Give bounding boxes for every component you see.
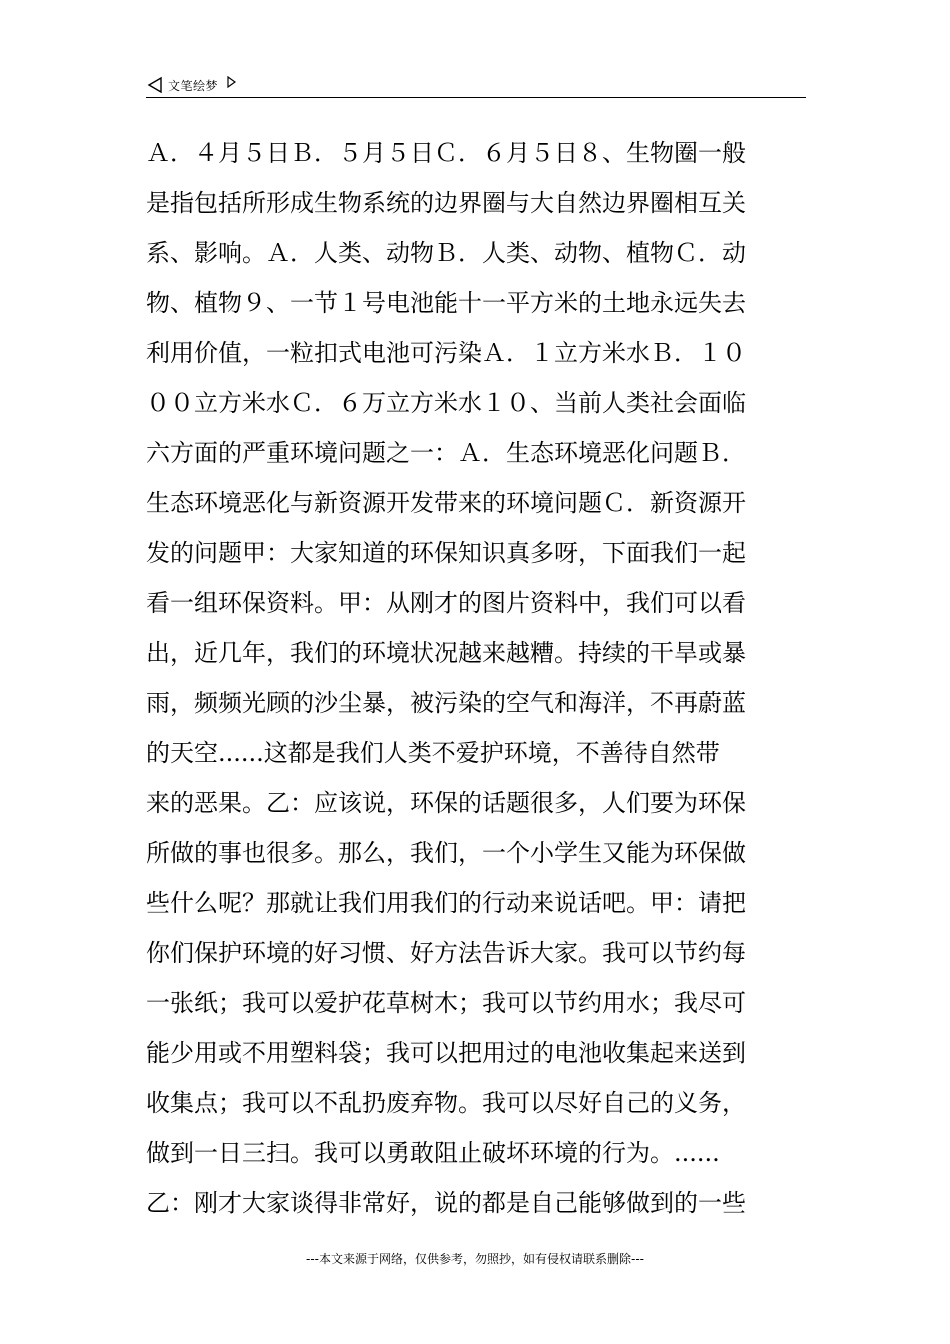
left-triangle-icon	[146, 76, 164, 94]
body-line: 利用价值，一粒扣式电池可污染Ａ．１立方米水Ｂ．１０	[146, 339, 746, 367]
body-line: 能少用或不用塑料袋；我可以把用过的电池收集起来送到	[146, 1039, 746, 1067]
header-divider	[146, 97, 806, 98]
body-line: 发的问题甲：大家知道的环保知识真多呀，下面我们一起	[146, 539, 746, 567]
right-triangle-icon	[226, 76, 236, 88]
body-line: 来的恶果。乙：应该说，环保的话题很多，人们要为环保	[146, 789, 746, 817]
body-line: 系、影响。Ａ．人类、动物Ｂ．人类、动物、植物Ｃ．动	[146, 239, 746, 267]
body-line: 看一组环保资料。甲：从刚才的图片资料中，我们可以看	[146, 589, 746, 617]
body-line: Ａ．４月５日Ｂ．５月５日Ｃ．６月５日８、生物圈一般	[146, 139, 746, 167]
body-line: 物、植物９、一节１号电池能十一平方米的土地永远失去	[146, 289, 746, 317]
body-line: 六方面的严重环境问题之一：Ａ．生态环境恶化问题Ｂ．	[146, 439, 746, 467]
body-line: 雨，频频光顾的沙尘暴，被污染的空气和海洋，不再蔚蓝	[146, 689, 746, 717]
body-line: 做到一日三扫。我可以勇敢阻止破坏环境的行为。......	[146, 1139, 720, 1167]
document-body	[146, 128, 806, 1228]
body-line: 是指包括所形成生物系统的边界圈与大自然边界圈相互关	[146, 189, 746, 217]
body-line: 的天空......这都是我们人类不爱护环境，不善待自然带	[146, 739, 720, 767]
header-title: 文笔绘梦	[168, 78, 219, 93]
body-line: 生态环境恶化与新资源开发带来的环境问题Ｃ．新资源开	[146, 489, 746, 517]
body-line: 乙：刚才大家谈得非常好，说的都是自己能够做到的一些	[146, 1189, 746, 1217]
body-line: 收集点；我可以不乱扔废弃物。我可以尽好自己的义务，	[146, 1089, 746, 1117]
body-line: 些什么呢？那就让我们用我们的行动来说话吧。甲：请把	[146, 889, 746, 917]
footer-disclaimer: ---本文来源于网络，仅供参考，勿照抄，如有侵权请联系删除---	[306, 1252, 644, 1266]
body-line: 你们保护环境的好习惯、好方法告诉大家。我可以节约每	[146, 939, 746, 967]
body-line: 一张纸；我可以爱护花草树木；我可以节约用水；我尽可	[146, 989, 746, 1017]
body-line: 所做的事也很多。那么，我们，一个小学生又能为环保做	[146, 839, 746, 867]
body-line: ００立方米水Ｃ．６万立方米水１０、当前人类社会面临	[146, 389, 746, 417]
body-line: 出，近几年，我们的环境状况越来越糟。持续的干旱或暴	[146, 639, 746, 667]
header-row	[146, 74, 806, 96]
page-header	[146, 74, 806, 98]
